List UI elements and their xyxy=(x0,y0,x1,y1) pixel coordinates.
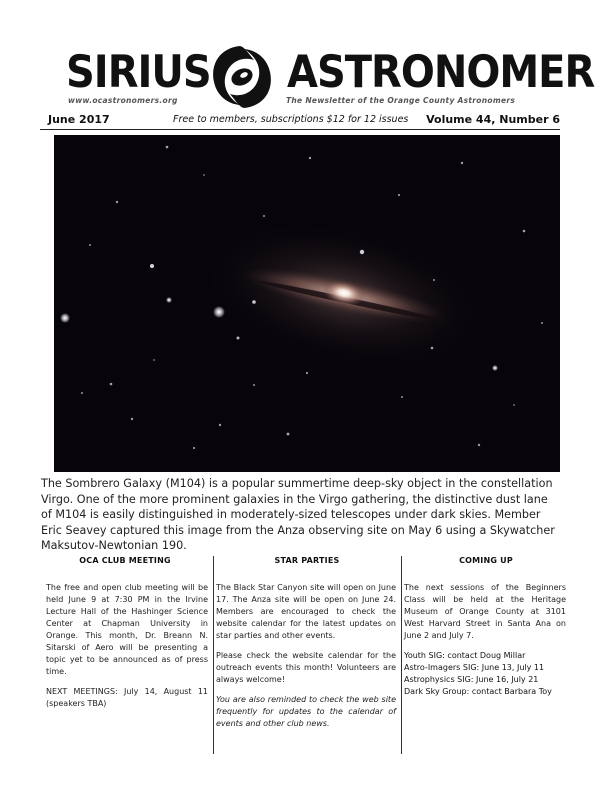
galaxy-photo-graphic xyxy=(54,135,560,472)
star-parties-body: The Black Star Canyon site will open on June 17. The Anza site will be open on June 24. Members are encouraged to check the website calendar for the latest updates on star parties and other events. xyxy=(216,583,396,640)
column-divider xyxy=(401,556,402,754)
issue-bar xyxy=(40,113,560,130)
sig-item-astrophysics: Astrophysics SIG: June 16, July 21 xyxy=(404,675,539,684)
sig-item-youth: Youth SIG: contact Doug Millar xyxy=(404,651,526,660)
sig-item-astro-imagers: Astro-Imagers SIG: June 13, July 11 xyxy=(404,663,545,672)
column-divider xyxy=(213,556,214,754)
website-calendar-note: Please check the website calendar for the outreach events this month! Volunteers are always welcome! xyxy=(216,651,396,684)
sig-list xyxy=(404,650,566,698)
coming-up-heading: COMING UP xyxy=(459,556,513,565)
issue-date: June 2017 xyxy=(48,113,110,126)
star-parties-heading: STAR PARTIES xyxy=(274,556,340,565)
photo-caption: The Sombrero Galaxy (M104) is a popular summertime deep-sky object in the constellation Virgo. One of the more prominent galaxies in the Virgo gathering, the distinctive dust lane of M104 is easily distinguished in moderately-sized telescopes under dark skies. Member Eric Seavey captured this image from the Anza observing site on May 6 using a Skywatcher Maksutov-Newtonian 190. xyxy=(41,477,555,553)
website-reminder: You are also reminded to check the web site frequently for updates to the calendar of events and other club news. xyxy=(216,695,396,728)
sig-item-dark-sky: Dark Sky Group: contact Barbara Toy xyxy=(404,687,552,696)
star-parties-section xyxy=(216,556,398,730)
header-divider xyxy=(40,129,560,130)
sombrero-galaxy-image xyxy=(54,135,560,472)
club-meeting-body: The free and open club meeting will be held June 9 at 7:30 PM in the Irvine Lecture Hall of the Hashinger Science Center at Chapman University in Orange. This month, Dr. Breann N. Sitarski of Aero will be presenting a topic yet to be announced as of press time. xyxy=(46,583,208,676)
coming-up-section xyxy=(404,556,568,698)
club-meeting-section xyxy=(40,556,210,710)
masthead-subtitle: The Newsletter of the Orange County Astronomers xyxy=(286,96,516,105)
beginners-class-note: The next sessions of the Beginners Class will be held at the Heritage Museum of Orange County at 3101 West Harvard Street in Santa Ana on June 2 and July 7. xyxy=(404,583,566,640)
masthead-title-left: SIRIUS xyxy=(66,46,211,99)
club-meeting-heading: OCA CLUB MEETING xyxy=(79,556,171,565)
subscription-pricing: Free to members, subscriptions $12 for 12 issues xyxy=(173,114,409,125)
website-url[interactable]: www.ocastronomers.org xyxy=(68,96,178,105)
issue-volume: Volume 44, Number 6 xyxy=(426,113,560,126)
masthead-title-right: ASTRONOMER xyxy=(287,46,595,99)
next-meetings: NEXT MEETINGS: July 14, August 11 (speakers TBA) xyxy=(46,687,208,708)
masthead xyxy=(0,0,612,112)
galaxy-swirl-icon xyxy=(206,42,278,112)
